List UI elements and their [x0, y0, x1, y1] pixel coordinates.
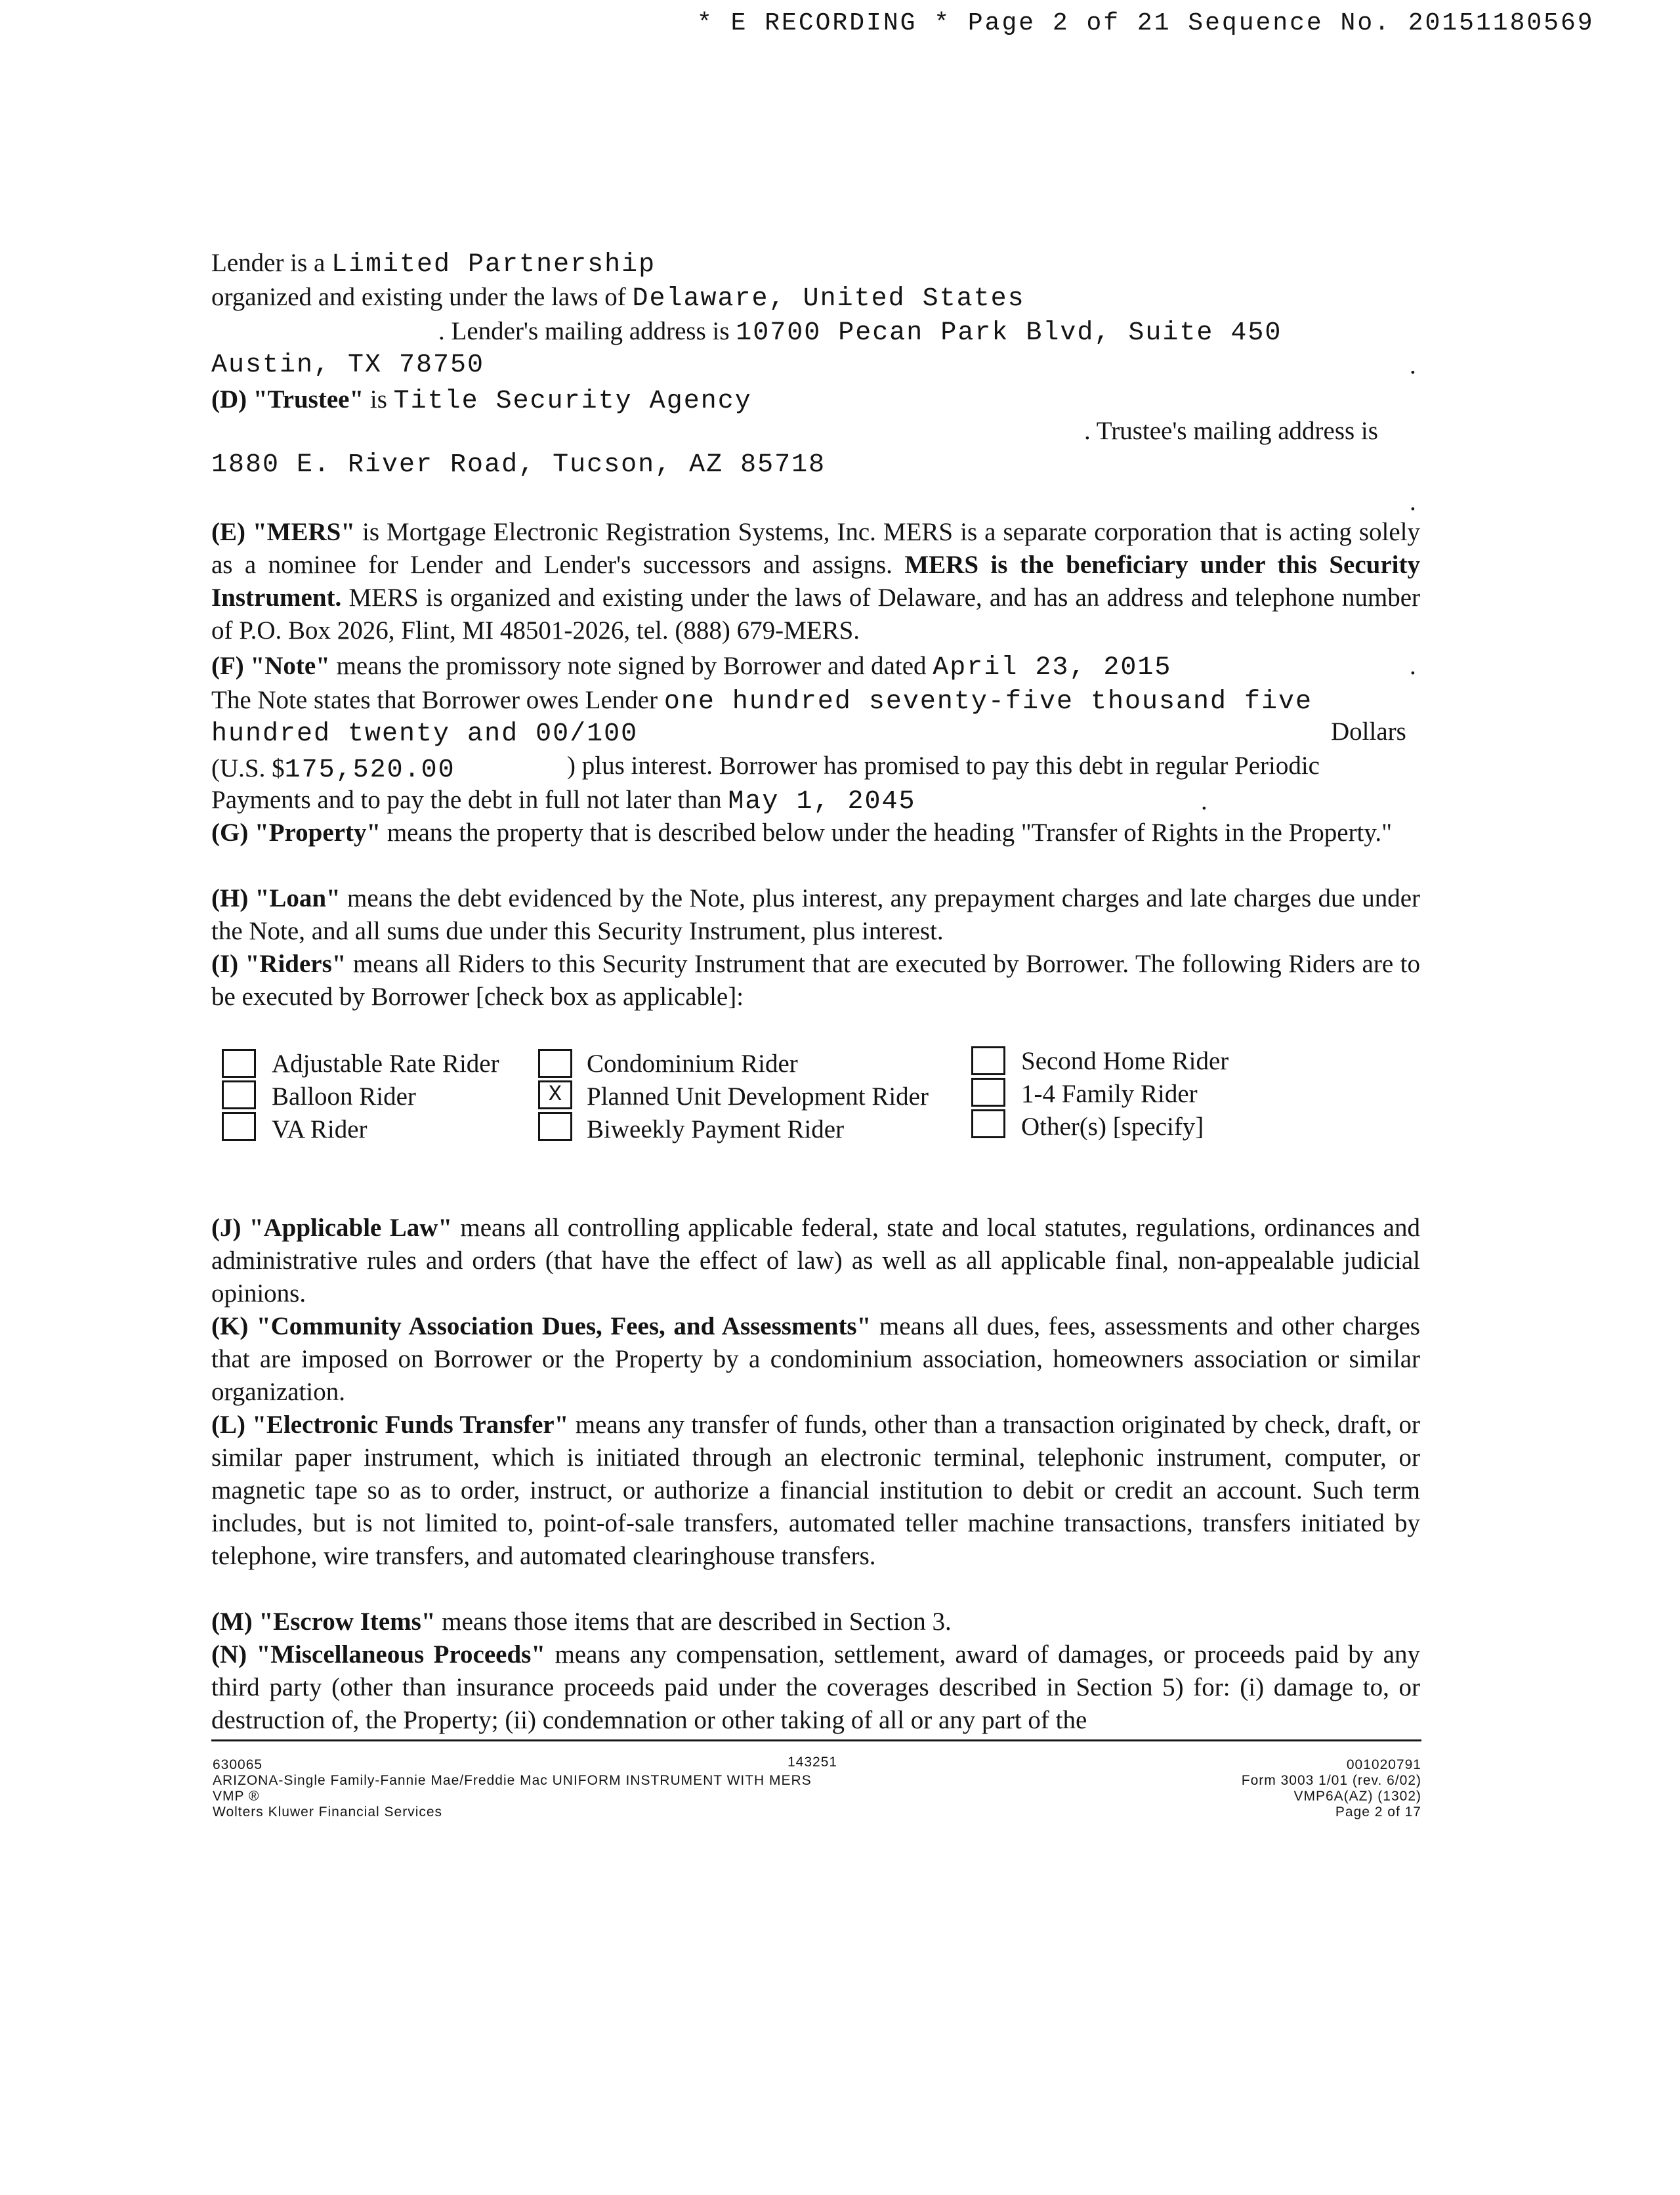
note-amount: 175,520.00 — [284, 756, 455, 785]
trustee-line — [211, 383, 752, 418]
lender-address-line1: 10700 Pecan Park Blvd, Suite 450 — [736, 318, 1282, 348]
footer-code-left: 630065 — [213, 1757, 263, 1772]
lender-address-line2: Austin, TX 78750 — [211, 351, 485, 380]
checkbox-balloon-rider[interactable] — [222, 1080, 256, 1109]
eft-definition — [211, 1409, 1420, 1573]
lender-mailing-label: . Lender's mailing address is — [438, 317, 730, 345]
mers-address-text: MERS is organized and existing under the laws of Delaware, and has an address and telephone number of P.O. Box 2026, Flint, MI 48501-2026, tel. (888) 679-MERS. — [211, 584, 1420, 645]
note-us-line — [211, 752, 455, 787]
checkbox-planned-unit-development-rider[interactable]: X — [538, 1080, 572, 1109]
footer-rule — [211, 1739, 1421, 1741]
misc-proceeds-text: means any compensation, settlement, award of damages, or proceeds paid by any third party (other than insurance proceeds paid under the coverages described in Section 5) for: (i) damage to, or destruction of, the Property; (ii) condemnation or other taking of all or any part of the — [211, 1640, 1420, 1734]
note-maturity-period: . — [1201, 787, 1208, 815]
trustee-name: Title Security Agency — [393, 387, 752, 416]
escrow-items-label: (M) "Escrow Items" — [211, 1608, 436, 1636]
property-text: means the property that is described below under the heading "Transfer of Rights in the Property." — [381, 819, 1393, 847]
footer-page: Page 2 of 17 — [1335, 1804, 1421, 1820]
trustee-label: (D) "Trustee" — [211, 385, 364, 414]
trustee-is: is — [364, 385, 394, 414]
rider-label-balloon: Balloon Rider — [272, 1082, 416, 1111]
note-date: April 23, 2015 — [933, 653, 1172, 683]
note-line1 — [211, 650, 1171, 685]
footer-form: Form 3003 1/01 (rev. 6/02) — [1241, 1773, 1421, 1788]
trustee-mailing-label: . Trustee's mailing address is — [1084, 417, 1378, 445]
loan-label: (H) "Loan" — [211, 884, 341, 912]
misc-proceeds-definition — [211, 1638, 1420, 1737]
escrow-items-text: means those items that are described in Section 3. — [435, 1608, 952, 1636]
footer-publisher: Wolters Kluwer Financial Services — [213, 1804, 443, 1820]
misc-proceeds-label: (N) "Miscellaneous Proceeds" — [211, 1640, 546, 1669]
rider-label-va: VA Rider — [272, 1115, 368, 1143]
rider-label-1-4-family: 1-4 Family Rider — [1021, 1080, 1198, 1108]
lender-organized-label: organized and existing under the laws of — [211, 283, 626, 311]
note-owes-line — [211, 684, 1312, 719]
lender-line — [211, 247, 656, 282]
lender-jurisdiction: Delaware, United States — [632, 284, 1025, 314]
mers-text: is Mortgage Electronic Registration Systems, Inc. MERS is a separate corporation that is acting solely as a nominee for Lender and Lender's successors and assigns. — [211, 518, 1420, 579]
eft-label: (L) "Electronic Funds Transfer" — [211, 1411, 569, 1439]
lender-is-label: Lender is a — [211, 249, 326, 277]
applicable-law-label: (J) "Applicable Law" — [211, 1214, 453, 1242]
escrow-items-definition — [211, 1606, 1420, 1638]
note-owes-label: The Note states that Borrower owes Lender — [211, 686, 658, 714]
note-dollars-label: Dollars — [1331, 717, 1406, 746]
note-maturity-line — [211, 784, 915, 819]
lender-organized-line — [211, 281, 1025, 316]
lender-address-end: . — [1410, 351, 1416, 379]
checkbox-second-home-rider[interactable] — [971, 1046, 1005, 1075]
riders-definition — [211, 948, 1420, 1013]
checkbox-1-4-family-rider[interactable] — [971, 1078, 1005, 1107]
community-association-label: (K) "Community Association Dues, Fees, and Assessments" — [211, 1312, 872, 1340]
note-label: (F) "Note" — [211, 652, 330, 680]
rider-label-condominium: Condominium Rider — [587, 1050, 798, 1078]
note-text: means the promissory note signed by Borrower and dated — [329, 652, 927, 680]
footer-vmp: VMP ® — [213, 1789, 260, 1804]
applicable-law-definition — [211, 1212, 1420, 1310]
applicable-law-text: means all controlling applicable federal, state and local statutes, regulations, ordinances and administrative rules and orders (that have the effect of law) as well as all applicable final, non-appealable judicial opinions. — [211, 1214, 1420, 1308]
community-association-text: means all dues, fees, assessments and other charges that are imposed on Borrower or the Property by a condominium association, homeowners association or similar organization. — [211, 1312, 1420, 1406]
mers-definition — [211, 516, 1420, 647]
eft-text: means any transfer of funds, other than a transaction originated by check, draft, or similar paper instrument, which is initiated through an electronic terminal, telephonic instrument, computer, or magnetic tape so as to order, instruct, or authorize a financial institution to debit or credit an account. Such term includes, but is not limited to, point-of-sale transfers, automated teller machine transactions, transfers initiated by telephone, wire transfers, and automated clearinghouse transfers. — [211, 1411, 1420, 1570]
lender-entity-type: Limited Partnership — [331, 250, 656, 280]
rider-label-adjustable-rate: Adjustable Rate Rider — [272, 1050, 499, 1078]
note-us-label: (U.S. $ — [211, 754, 285, 782]
community-association-definition — [211, 1310, 1420, 1409]
checkbox-biweekly-payment-rider[interactable] — [538, 1112, 572, 1141]
trustee-address: 1880 E. River Road, Tucson, AZ 85718 — [211, 450, 826, 480]
note-maturity-label: Payments and to pay the debt in full not later than — [211, 786, 722, 814]
checkbox-adjustable-rate-rider[interactable] — [222, 1049, 256, 1078]
rider-label-biweekly-payment: Biweekly Payment Rider — [587, 1115, 845, 1143]
footer-instrument: ARIZONA-Single Family-Fannie Mae/Freddie Mac UNIFORM INSTRUMENT WITH MERS — [213, 1773, 812, 1788]
property-label: (G) "Property" — [211, 819, 381, 847]
riders-label: (I) "Riders" — [211, 950, 346, 978]
mers-beneficiary-statement: MERS is the beneficiary under this Security Instrument. — [211, 551, 1420, 612]
note-maturity-date: May 1, 2045 — [728, 787, 916, 817]
checkbox-others-rider[interactable] — [971, 1109, 1005, 1138]
note-amount-words-1: one hundred seventy-five thousand five — [663, 687, 1313, 717]
footer-code-right: 001020791 — [1346, 1757, 1421, 1772]
riders-text: means all Riders to this Security Instrument that are executed by Borrower. The following Riders are to be executed by Borrower [check box as applicable]: — [211, 950, 1420, 1011]
loan-definition — [211, 882, 1420, 948]
note-period: . — [1410, 652, 1416, 680]
rider-label-second-home: Second Home Rider — [1021, 1047, 1229, 1075]
rider-label-others: Other(s) [specify] — [1021, 1113, 1204, 1141]
note-amount-words-2: hundred twenty and 00/100 — [211, 719, 639, 749]
trustee-address-end: . — [1410, 488, 1416, 516]
lender-mailing-line — [438, 315, 1282, 350]
checkbox-condominium-rider[interactable] — [538, 1049, 572, 1078]
loan-text: means the debt evidenced by the Note, plus interest, any prepayment charges and late charges due under the Note, and all sums due under this Security Instrument, plus interest. — [211, 884, 1420, 945]
footer-code-center: 143251 — [788, 1755, 838, 1770]
recording-header: * E RECORDING * Page 2 of 21 Sequence No. 20151180569 — [697, 9, 1595, 37]
mers-label: (E) "MERS" — [211, 518, 355, 546]
rider-label-planned-unit-development: Planned Unit Development Rider — [587, 1082, 929, 1111]
footer-vmp-code: VMP6A(AZ) (1302) — [1293, 1789, 1421, 1804]
checkbox-va-rider[interactable] — [222, 1112, 256, 1141]
property-definition — [211, 817, 1420, 849]
note-interest-text: ) plus interest. Borrower has promised to pay this debt in regular Periodic — [567, 752, 1320, 780]
